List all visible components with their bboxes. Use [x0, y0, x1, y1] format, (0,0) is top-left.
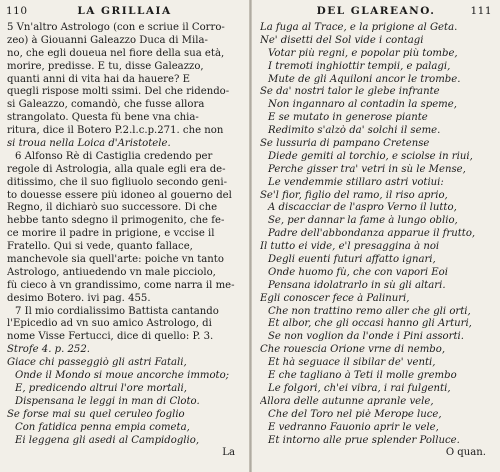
text-line: hebbe tanto sdegno il primogenito, che fe-: [7, 215, 225, 227]
text-line: Che del Toro nel piè Merope luce,: [268, 408, 442, 420]
text-line: Ne' disetti del Sol vide i contagi: [260, 34, 424, 46]
right-page-body: [252, 20, 500, 447]
text-line: Con fatidica penna empia cometa,: [15, 421, 190, 433]
text-line: Diede gemiti al torchio, e sciolse in riui,: [268, 150, 473, 162]
text-line: si Galeazzo, comandò, che fusse allora: [7, 99, 205, 111]
text-line: Se lussuria di pampano Cretense: [260, 138, 430, 150]
text-line: Padre dell'abbondanza apparue il frutto,: [268, 228, 476, 240]
text-line: 6 Alfonso Rè di Castiglia credendo per: [15, 150, 213, 162]
text-line: Se da' nostri talor le glebe infrante: [260, 86, 440, 98]
text-line: Che non trattino remo aller che gli orti,: [268, 305, 471, 317]
text-line: E che tagliano à Teti il molle grembo: [268, 370, 457, 382]
text-line: Et intorno alle prue splender Polluce.: [268, 434, 460, 446]
right-page-number: 111: [470, 5, 492, 17]
text-line: Fratello. Qui si vede, quanto fallace,: [7, 241, 193, 253]
left-catchword: La: [222, 447, 235, 459]
text-line: Non ingannaro al contadin la speme,: [268, 99, 457, 111]
text-line: 7 Il mio cordialissimo Battista cantando: [15, 305, 219, 317]
text-line: quanti anni di vita hai da hauere? E: [7, 73, 190, 85]
text-line: Il tutto ei vide, e'l presaggina à noi: [260, 241, 440, 253]
text-line: manchevole sia quell'arte: poiche vn tanto: [7, 254, 224, 266]
text-line: l'Epicedio ad vn suo amico Astrologo, di: [7, 318, 212, 330]
left-page: [0, 0, 249, 472]
text-line: Ei leggena gli asedi al Campidoglio,: [15, 434, 200, 446]
text-line: Se, per dannar la fame à lungo oblio,: [268, 215, 458, 227]
text-line: E, predicendo altrui l'ore mortali,: [15, 382, 187, 394]
text-line: La fuga al Trace, e la prigione al Geta.: [260, 22, 458, 33]
left-page-body: [0, 20, 249, 447]
text-line: E vedranno Fauonio aprir le vele,: [268, 421, 439, 433]
text-line: quegli rispose molti ssimi. Del che ridendo-: [7, 86, 230, 98]
text-line: morire, predisse. E tu, disse Galeazzo,: [7, 60, 204, 72]
text-line: Perche gisser tra' vetri in sù le Mense,: [268, 163, 466, 175]
text-line: Se'l fior, figlio del ramo, il riso aprio,: [260, 189, 448, 201]
text-line: regole di Astrologia, alla quale egli era de-: [7, 163, 226, 175]
text-line: Regno, il dichiarò suo successore. Di che: [7, 202, 218, 214]
text-line: ce morire il padre in prigione, e vccise il: [7, 228, 215, 240]
text-line: Onde il Mondo si moue ancorche immoto;: [15, 370, 230, 382]
text-line: Strofe 4. p. 252.: [7, 344, 90, 356]
text-line: zeo) à Giouanni Galeazzo Duca di Mila-: [7, 34, 208, 46]
text-line: strangolato. Questa fù bene vna chia-: [7, 112, 199, 124]
text-line: to douesse essere più idoneo al gouerno del: [7, 189, 232, 201]
text-line: 5 Vn'altro Astrologo (con e scriue il Corro-: [7, 22, 225, 33]
text-line: Giace chi passeggiò gli astri Fatali,: [7, 357, 187, 369]
text-line: si troua nella Loica d'Aristotele.: [7, 138, 171, 150]
text-line: Egli conoscer fece à Palinuri,: [260, 292, 410, 304]
text-line: Che rouescia Orione vrne di nembo,: [260, 344, 446, 356]
text-line: nome Visse Fertucci, dice di quello: P. 3.: [7, 331, 214, 343]
text-line: Le vendemmie stillaro astri votiui:: [268, 176, 444, 188]
text-line: Et hà seguace il sibilar de' venti,: [268, 357, 436, 369]
text-line: Pensana idolatrarlo in sù gli altari.: [268, 279, 446, 291]
text-line: fù cieco à vn grandissimo, come narra il me-: [7, 279, 235, 291]
text-line: I tremoti inghiottir tempii, e palagi,: [268, 60, 451, 72]
left-running-head: LA GRILLAIA: [77, 5, 172, 17]
right-page-header: [256, 3, 496, 19]
text-line: Dispensana le leggi in man di Cloto.: [15, 395, 200, 407]
text-line: Degli euenti futuri affatto ignari,: [268, 254, 436, 266]
text-line: Se non voglion da l'onde i Pini assorti.: [268, 331, 464, 343]
text-line: Astrologo, antiuedendo vn male picciolo,: [7, 266, 216, 278]
text-line: ditissimo, che il suo figliuolo secondo geni-: [7, 176, 228, 188]
text-line: Le folgori, ch'ei vibra, i rai fulgenti,: [268, 382, 451, 394]
text-line: Onde huomo fù, che con vapori Eoi: [268, 266, 448, 278]
right-page: [252, 0, 500, 472]
right-catchword: O quan.: [445, 447, 486, 459]
text-line: no, che egli doueua nel fiore della sua età,: [7, 47, 225, 59]
left-page-number: 110: [6, 5, 28, 17]
text-line: Se forse mai su quel ceruleo foglio: [7, 408, 185, 420]
text-line: Redimito s'alzò da' solchi il seme.: [268, 125, 441, 137]
text-line: desimo Botero. ivi pag. 455.: [7, 292, 151, 304]
text-line: E se mutato in generose piante: [268, 112, 428, 124]
text-line: Allora delle autunne apranle vele,: [260, 395, 434, 407]
right-running-head: DEL GLAREANO.: [316, 5, 436, 17]
text-line: ritura, dice il Botero P.2.l.c.p.271. che non: [7, 125, 224, 137]
text-line: Mute de gli Aquiloni ancor le trombe.: [268, 73, 461, 85]
text-line: A discacciar de l'aspro Verno il lutto,: [268, 202, 457, 214]
left-page-header: [4, 3, 245, 19]
text-line: Et albor, che gli occasi hanno gli Arturi,: [268, 318, 472, 330]
text-line: Votar più regni, e popolar più tombe,: [268, 47, 458, 59]
